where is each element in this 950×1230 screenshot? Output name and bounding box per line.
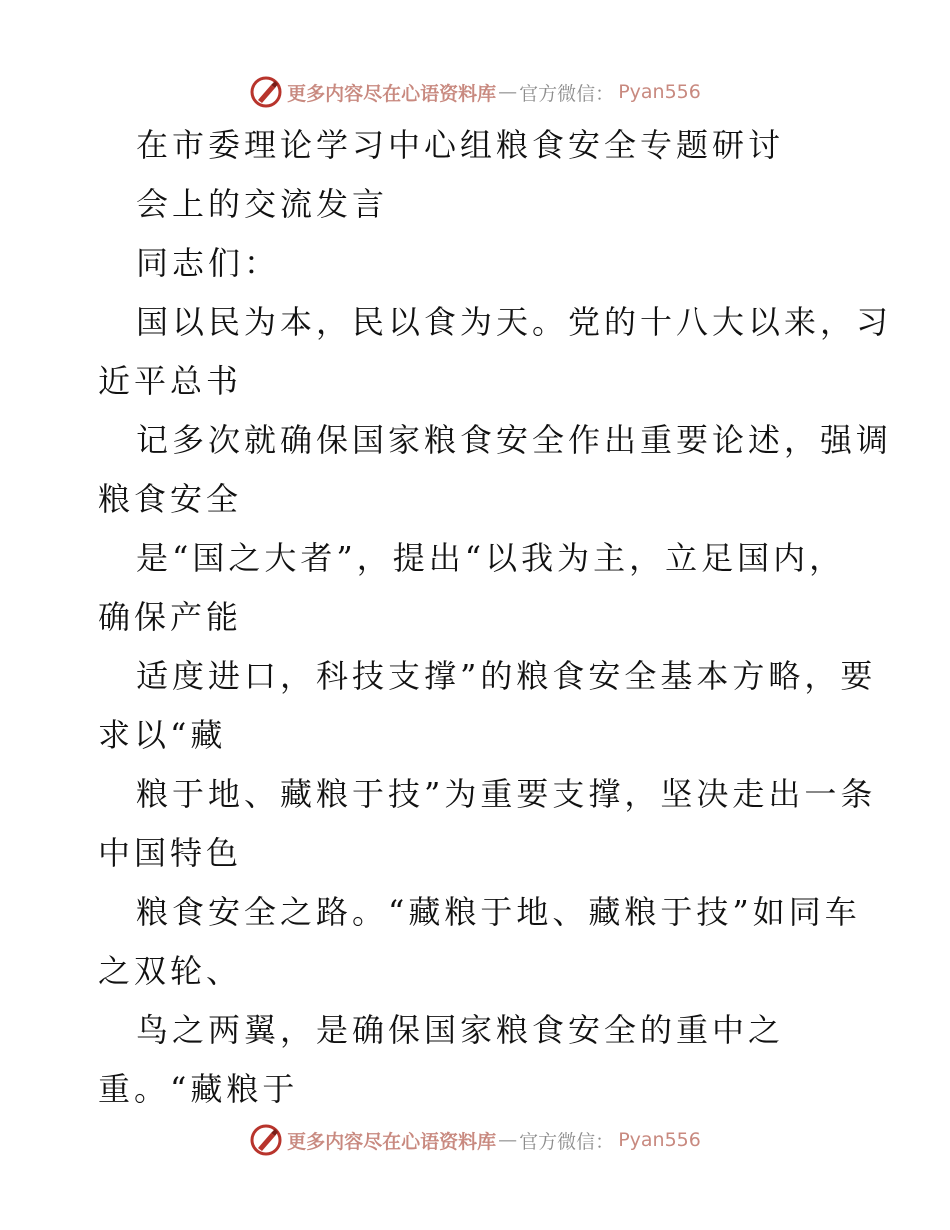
doc-title-line-2: 会上的交流发言 bbox=[136, 185, 389, 223]
header-banner bbox=[0, 72, 950, 112]
banner-wechat-label: 官方微信： bbox=[519, 1130, 615, 1153]
banner-wechat-id: Pyan556 bbox=[618, 1129, 701, 1151]
doc-line: 适度进口，科技支撑”的粮食安全基本方略，要 bbox=[136, 657, 877, 695]
doc-line: 记多次就确保国家粮食安全作出重要论述，强调 bbox=[136, 421, 893, 459]
doc-line: 之双轮、 bbox=[98, 952, 243, 990]
doc-line: 鸟之两翼，是确保国家粮食安全的重中之 bbox=[136, 1011, 785, 1049]
doc-line: 粮于地、藏粮于技”为重要支撑，坚决走出一条 bbox=[136, 775, 877, 813]
doc-line: 重。“藏粮于 bbox=[98, 1070, 299, 1108]
doc-title-line-1: 在市委理论学习中心组粮食安全专题研讨 bbox=[136, 126, 785, 164]
doc-line: 求以“藏 bbox=[98, 716, 227, 754]
doc-line: 粮食安全之路。“藏粮于地、藏粮于技”如同车 bbox=[136, 893, 861, 931]
pen-logo-icon bbox=[249, 75, 283, 109]
doc-line: 是“国之大者”，提出“以我为主，立足国内， bbox=[136, 539, 846, 577]
document-body bbox=[98, 116, 893, 1119]
doc-line: 国以民为本，民以食为天。党的十八大以来，习 bbox=[136, 303, 893, 341]
doc-salutation: 同志们： bbox=[136, 244, 281, 282]
banner-dash: — bbox=[498, 1129, 518, 1151]
banner-site-name: 更多内容尽在心语资料库 bbox=[287, 82, 497, 105]
banner-wechat-id: Pyan556 bbox=[618, 81, 701, 103]
banner-dash: — bbox=[498, 81, 518, 103]
footer-banner bbox=[0, 1120, 950, 1160]
doc-line: 近平总书 bbox=[98, 362, 243, 400]
doc-line: 中国特色 bbox=[98, 834, 243, 872]
doc-line: 确保产能 bbox=[98, 598, 243, 636]
pen-logo-icon bbox=[249, 1123, 283, 1157]
banner-site-name: 更多内容尽在心语资料库 bbox=[287, 1130, 497, 1153]
doc-line: 粮食安全 bbox=[98, 480, 243, 518]
banner-wechat-label: 官方微信： bbox=[519, 82, 615, 105]
